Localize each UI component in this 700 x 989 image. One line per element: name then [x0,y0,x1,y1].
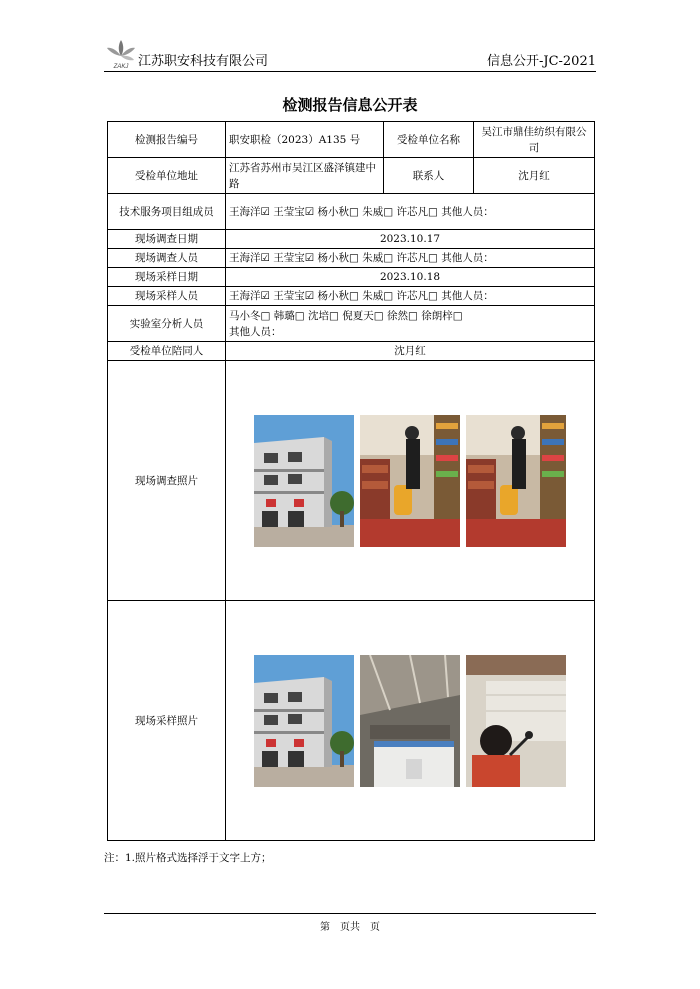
companion-label: 受检单位陪同人 [108,342,226,361]
table-row [108,287,595,306]
contact-label: 联系人 [384,158,474,194]
address-label: 受检单位地址 [108,158,226,194]
report-no-value: 职安职检（2023）A135 号 [226,122,384,158]
logo-text: ZAKJ [113,64,129,70]
interior-photo [360,415,460,547]
table-row [108,306,595,342]
team-label: 技术服务项目组成员 [108,194,226,230]
contact-value: 沈月红 [474,158,595,194]
building-photo [254,655,354,787]
header-rule [104,71,596,72]
info-table [107,121,595,841]
sampling-photos-cell [226,601,595,841]
address-value: 江苏省苏州市吴江区盛泽镇建中路 [226,158,384,194]
page-header [104,36,596,70]
footnote: 注：1.照片格式选择浮于文字上方； [104,852,272,864]
interior-photo [466,415,566,547]
lab-staff-label: 实验室分析人员 [108,306,226,342]
lab-staff-value [226,306,595,342]
sampling-date-label: 现场采样日期 [108,268,226,287]
companion-value: 沈月红 [226,342,595,361]
table-row [108,601,595,841]
survey-date-value: 2023.10.17 [226,230,595,249]
doc-code: 信息公开-JC-2021 [486,54,596,69]
lab-staff-line: 马小冬□ 韩璐□ 沈培□ 倪夏天□ 徐然□ 徐朗梓□ [229,309,463,322]
sampling-date-value: 2023.10.18 [226,268,595,287]
company-name: 江苏职安科技有限公司 [138,54,269,69]
client-name-label: 受检单位名称 [384,122,474,158]
survey-staff-value: 王海洋☑ 王莹宝☑ 杨小秋□ 朱威□ 许芯凡□ 其他人员： [226,249,595,268]
table-row [108,230,595,249]
survey-staff-label: 现场调查人员 [108,249,226,268]
table-row [108,158,595,194]
page-title: 检测报告信息公开表 [282,96,418,114]
factory-photo [360,655,460,787]
table-row [108,122,595,158]
sampling-worker-photo [466,655,566,787]
sampling-photos-label: 现场采样照片 [108,601,226,841]
sampling-staff-label: 现场采样人员 [108,287,226,306]
company-logo [104,36,138,70]
footer-rule [104,913,596,914]
client-name-value: 吴江市鼎佳纺织有限公司 [474,122,595,158]
table-row [108,361,595,601]
team-value: 王海洋☑ 王莹宝☑ 杨小秋□ 朱威□ 许芯凡□ 其他人员： [226,194,595,230]
survey-photos-cell [226,361,595,601]
table-row [108,249,595,268]
sampling-staff-value: 王海洋☑ 王莹宝☑ 杨小秋□ 朱威□ 许芯凡□ 其他人员： [226,287,595,306]
lab-staff-other: 其他人员： [229,325,282,338]
table-row [108,342,595,361]
report-no-label: 检测报告编号 [108,122,226,158]
table-row [108,194,595,230]
survey-date-label: 现场调查日期 [108,230,226,249]
page-number: 第 页共 页 [320,922,380,933]
survey-photos-label: 现场调查照片 [108,361,226,601]
table-row [108,268,595,287]
building-photo [254,415,354,547]
